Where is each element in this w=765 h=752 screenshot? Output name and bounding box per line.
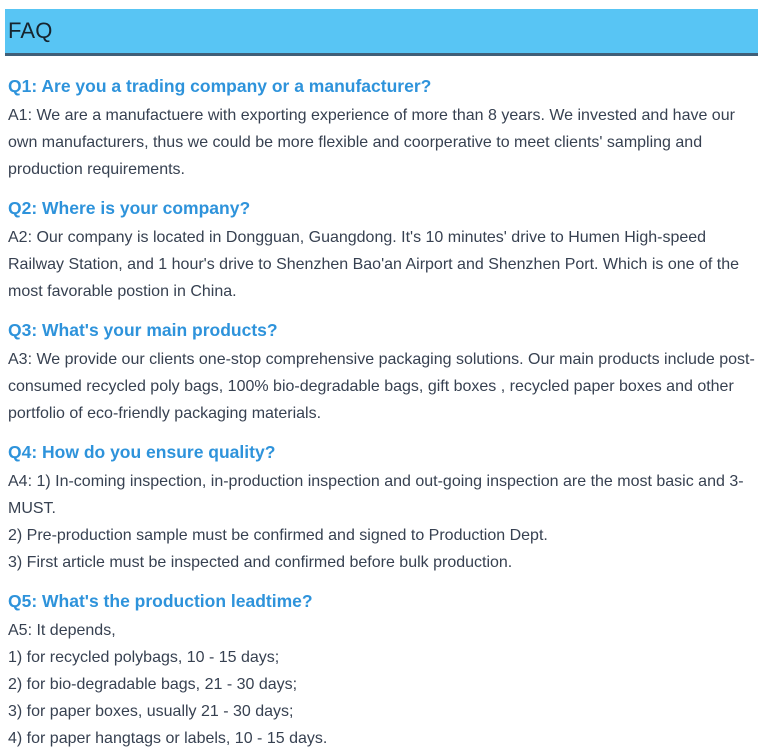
faq-section-q2: [8, 198, 758, 305]
question-heading: Q2: Where is your company?: [8, 198, 251, 218]
faq-header-bar: [5, 9, 758, 56]
faq-content: [5, 76, 758, 752]
faq-section-q3: [8, 320, 758, 427]
answer-text: A3: We provide our clients one-stop comprehensive packaging solutions. Our main products include post-consumed recycled poly bags, 100% bio-degradable bags, gift boxes , recycled paper boxes and other portfolio of eco-friendly packaging materials.: [8, 351, 755, 422]
question-heading: Q1: Are you a trading company or a manufacturer?: [8, 76, 432, 96]
question-heading: Q3: What's your main products?: [8, 320, 278, 340]
faq-section-q1: [8, 76, 758, 183]
answer-text: A1: We are a manufactuere with exporting experience of more than 8 years. We invested and have our own manufacturers, thus we could be more flexible and coorperative to meet clients' sampling and production requirements.: [8, 107, 735, 178]
question-heading: Q4: How do you ensure quality?: [8, 442, 276, 462]
answer-text: 3) First article must be inspected and confirmed before bulk production.: [8, 554, 513, 571]
answer-text: 3) for paper boxes, usually 21 - 30 days;: [8, 703, 294, 720]
answer-text: 4) for paper hangtags or labels, 10 - 15 days.: [8, 730, 328, 747]
question-heading: Q5: What's the production leadtime?: [8, 591, 313, 611]
page-title: FAQ: [8, 18, 53, 43]
faq-section-q4: [8, 442, 758, 576]
answer-text: 2) for bio-degradable bags, 21 - 30 days;: [8, 676, 298, 693]
answer-text: 2) Pre-production sample must be confirmed and signed to Production Dept.: [8, 527, 548, 544]
answer-text: A2: Our company is located in Dongguan, Guangdong. It's 10 minutes' drive to Humen High-speed Railway Station, and 1 hour's drive to Shenzhen Bao'an Airport and Shenzhen Port. Which is one of the most favorable postion in China.: [8, 229, 739, 300]
answer-text: A5: It depends,: [8, 622, 116, 639]
faq-section-q5: [8, 591, 758, 752]
answer-text: 1) for recycled polybags, 10 - 15 days;: [8, 649, 280, 666]
answer-text: A4: 1) In-coming inspection, in-production inspection and out-going inspection are the most basic and 3-MUST.: [8, 473, 744, 517]
